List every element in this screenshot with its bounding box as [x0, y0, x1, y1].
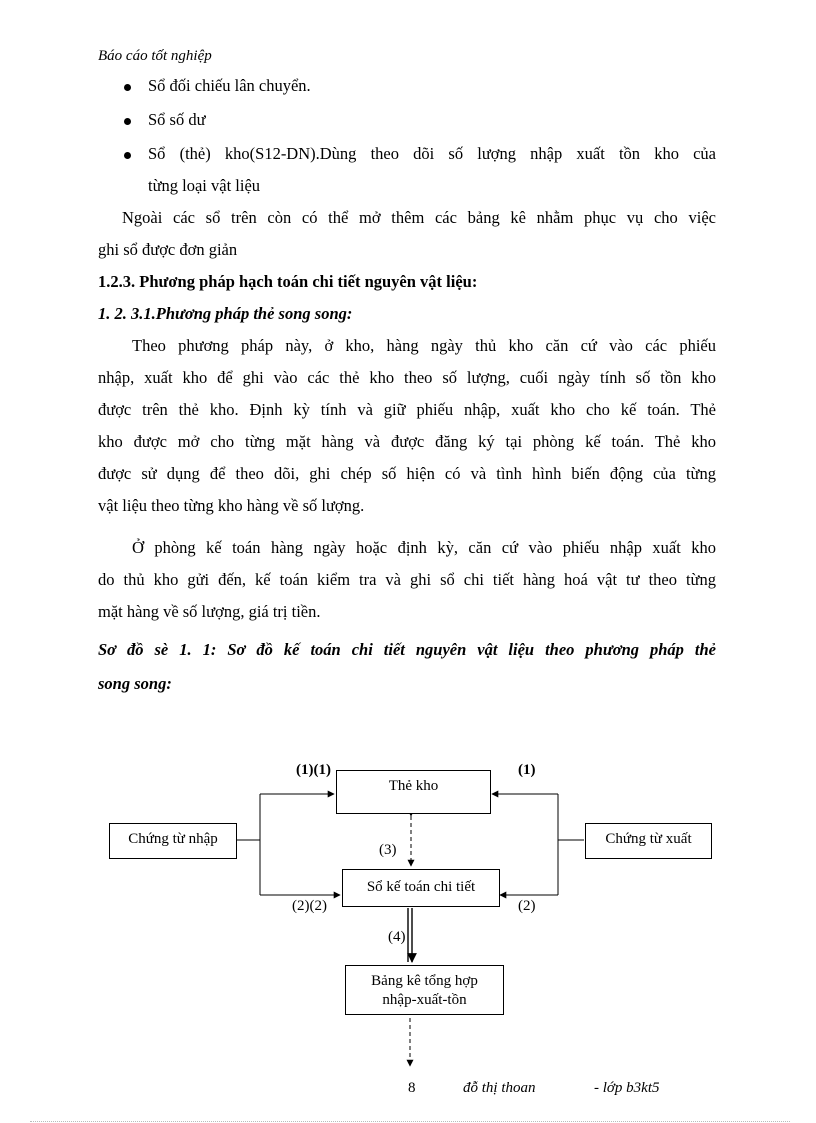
label-1-right: (1): [518, 762, 536, 778]
paragraph-line: nhập, xuất kho để ghi vào các thẻ kho theo số lượng, cuối ngày tính số tồn kho: [98, 368, 716, 387]
paragraph-line: kho được mở cho từng mặt hàng và được đăng ký tại phòng kế toán. Thẻ kho: [98, 432, 716, 451]
footer-class: - lớp b3kt5: [594, 1080, 660, 1096]
footer-author: đỗ thị thoan: [463, 1080, 536, 1096]
paragraph-line: Theo phương pháp này, ở kho, hàng ngày thủ kho căn cứ vào các phiếu: [132, 336, 716, 355]
paragraph-line: vật liệu theo từng kho hàng về số lượng.: [98, 496, 365, 515]
page-header: Báo cáo tốt nghiệp: [98, 48, 212, 64]
label-3: (3): [379, 842, 397, 858]
section-heading: 1.2.3. Phương pháp hạch toán chi tiết nguyên vật liệu:: [98, 272, 478, 291]
box-the-kho: Thẻ kho: [336, 770, 491, 814]
paragraph-line: do thủ kho gửi đến, kế toán kiểm tra và ghi sổ chi tiết hàng hoá vật tư theo từng: [98, 570, 716, 589]
paragraph-line: được trên thẻ kho. Định kỳ tính và giữ phiếu nhập, xuất kho cho kế toán. Thẻ: [98, 400, 716, 419]
box-bang-ke-tong-hop: Bảng kê tổng hợp nhập-xuất-tồn: [345, 965, 504, 1015]
subsection-heading: 1. 2. 3.1.Phương pháp thẻ song song:: [98, 304, 353, 323]
paragraph-line: Ở phòng kế toán hàng ngày hoặc định kỳ, căn cứ vào phiếu nhập xuất kho: [132, 538, 716, 557]
page-bottom-rule: [30, 1121, 790, 1122]
label-2-left: (2)(2): [292, 898, 327, 914]
paragraph-line: Ngoài các sổ trên còn có thể mở thêm các bảng kê nhằm phục vụ cho việc: [122, 208, 716, 227]
label-2-right: (2): [518, 898, 536, 914]
paragraph-line: mặt hàng về số lượng, giá trị tiền.: [98, 602, 321, 621]
diagram-caption: Sơ đồ sè 1. 1: Sơ đồ kế toán chi tiết nguyên vật liệu theo phương pháp thẻ: [98, 640, 716, 659]
paragraph-line: được sử dụng để theo dõi, ghi chép số hiện có và tình hình biến động của từng: [98, 464, 716, 483]
label-4: (4): [388, 929, 406, 945]
box-chung-tu-nhap: Chứng từ nhập: [109, 823, 237, 859]
box-chung-tu-xuat: Chứng từ xuất: [585, 823, 712, 859]
diagram-caption: song song:: [98, 674, 172, 693]
paragraph-line: ghi sổ được đơn giản: [98, 240, 238, 259]
label-1-left: (1)(1): [296, 762, 331, 778]
box-so-ke-toan-chi-tiet: Sổ kế toán chi tiết: [342, 869, 500, 907]
page-number: 8: [408, 1080, 416, 1096]
bullet-continuation: từng loại vật liệu: [148, 176, 261, 195]
